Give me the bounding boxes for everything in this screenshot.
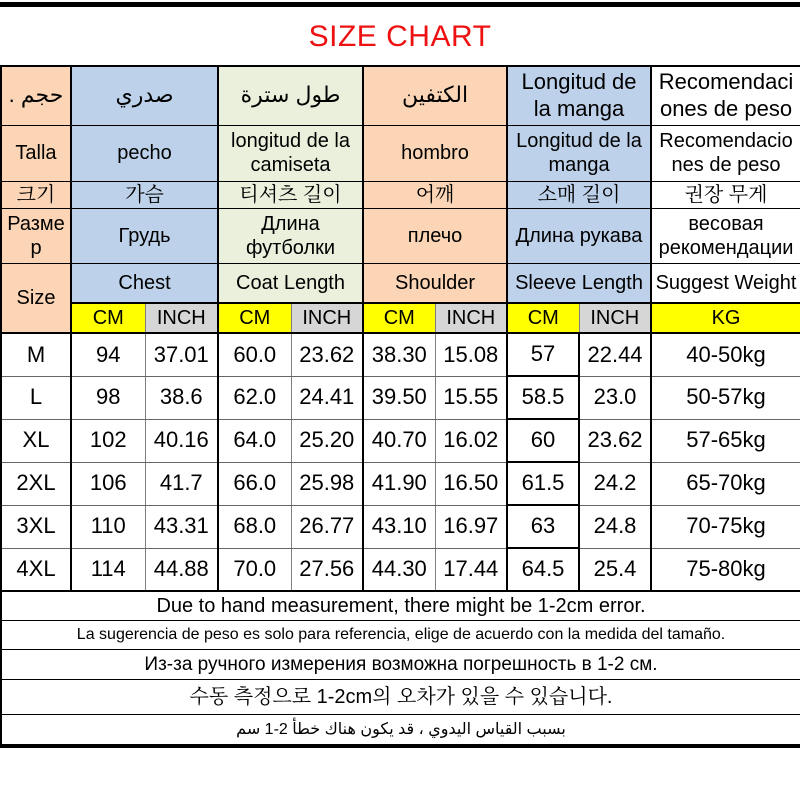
header-arabic-weight: Recomendaciones de peso <box>651 66 800 125</box>
unit-cell-sleeve-inch: INCH <box>579 303 651 333</box>
size-cell: M <box>1 333 71 376</box>
units-row <box>1 303 800 333</box>
header-english-sleeve-length: Sleeve Length <box>507 263 651 303</box>
unit-cell-coat-inch: INCH <box>291 303 363 333</box>
header-arabic-size: . حجم <box>1 66 71 125</box>
data-cell: 16.50 <box>435 462 507 505</box>
data-cell: 60 <box>507 419 579 462</box>
data-cell: 106 <box>71 462 145 505</box>
header-spanish-sleeve-length: Longitud de la manga <box>507 125 651 181</box>
unit-cell-coat-cm: CM <box>218 303 291 333</box>
header-row-spanish <box>1 125 800 181</box>
table-row-2xl <box>1 462 800 505</box>
data-cell: 27.56 <box>291 548 363 591</box>
header-russian-weight: весовая рекомендации <box>651 208 800 263</box>
header-arabic-coat-length: طول سترة <box>218 66 363 125</box>
header-russian-sleeve-length: Длина рукава <box>507 208 651 263</box>
header-spanish-weight: Recomendaciones de peso <box>651 125 800 181</box>
header-korean-sleeve-length: 소매 길이 <box>507 181 651 208</box>
data-cell: 25.20 <box>291 419 363 462</box>
data-cell: 43.10 <box>363 505 435 548</box>
data-cell: 68.0 <box>218 505 291 548</box>
note-row <box>1 679 800 714</box>
note-ar: بسبب القياس اليدوي ، قد يكون هناك خطأ 2-1 سم <box>1 714 800 746</box>
unit-cell-chest-cm: CM <box>71 303 145 333</box>
note-row <box>1 714 800 746</box>
unit-cell-chest-inch: INCH <box>145 303 218 333</box>
data-cell: 43.31 <box>145 505 218 548</box>
data-cell: 70-75kg <box>651 505 800 548</box>
data-cell: 60.0 <box>218 333 291 376</box>
data-cell: 98 <box>71 376 145 419</box>
data-cell: 22.44 <box>579 333 651 376</box>
data-cell: 58.5 <box>507 376 579 419</box>
data-cell: 61.5 <box>507 462 579 505</box>
data-cell: 24.41 <box>291 376 363 419</box>
data-cell: 44.30 <box>363 548 435 591</box>
data-cell: 26.77 <box>291 505 363 548</box>
data-cell: 65-70kg <box>651 462 800 505</box>
data-cell: 63 <box>507 505 579 548</box>
note-ru: Из-за ручного измерения возможна погрешность в 1-2 см. <box>1 649 800 679</box>
header-arabic-shoulder: الكتفين <box>363 66 507 125</box>
data-cell: 38.30 <box>363 333 435 376</box>
header-arabic-chest: صدري <box>71 66 218 125</box>
table-row-xl <box>1 419 800 462</box>
header-korean-chest: 가슴 <box>71 181 218 208</box>
table-row-3xl <box>1 505 800 548</box>
size-chart-table <box>0 65 800 748</box>
header-russian-chest: Грудь <box>71 208 218 263</box>
data-cell: 38.6 <box>145 376 218 419</box>
data-cell: 17.44 <box>435 548 507 591</box>
data-cell: 25.4 <box>579 548 651 591</box>
note-row <box>1 649 800 679</box>
data-cell: 16.97 <box>435 505 507 548</box>
data-cell: 114 <box>71 548 145 591</box>
header-spanish-size: Talla <box>1 125 71 181</box>
header-english-weight: Suggest Weight <box>651 263 800 303</box>
size-cell: 4XL <box>1 548 71 591</box>
data-cell: 110 <box>71 505 145 548</box>
size-cell: 2XL <box>1 462 71 505</box>
header-row-korean <box>1 181 800 208</box>
table-row-m <box>1 333 800 376</box>
header-spanish-chest: pecho <box>71 125 218 181</box>
header-row-english <box>1 263 800 303</box>
data-cell: 57 <box>507 333 579 376</box>
header-korean-shoulder: 어깨 <box>363 181 507 208</box>
data-cell: 41.7 <box>145 462 218 505</box>
size-cell: 3XL <box>1 505 71 548</box>
note-en: Due to hand measurement, there might be 1-2cm error. <box>1 591 800 620</box>
header-russian-shoulder: плечо <box>363 208 507 263</box>
header-english-size: Size <box>1 263 71 333</box>
data-cell: 15.08 <box>435 333 507 376</box>
data-cell: 44.88 <box>145 548 218 591</box>
table-row-4xl <box>1 548 800 591</box>
note-row <box>1 591 800 620</box>
header-english-shoulder: Shoulder <box>363 263 507 303</box>
header-korean-size: 크기 <box>1 181 71 208</box>
size-cell: XL <box>1 419 71 462</box>
data-cell: 94 <box>71 333 145 376</box>
header-spanish-coat-length: longitud de la camiseta <box>218 125 363 181</box>
data-cell: 37.01 <box>145 333 218 376</box>
header-russian-size: Размер <box>1 208 71 263</box>
data-cell: 64.5 <box>507 548 579 591</box>
data-cell: 70.0 <box>218 548 291 591</box>
data-cell: 39.50 <box>363 376 435 419</box>
note-es: La sugerencia de peso es solo para referencia, elige de acuerdo con la medida del tamaño. <box>1 620 800 649</box>
data-cell: 23.62 <box>291 333 363 376</box>
data-cell: 64.0 <box>218 419 291 462</box>
header-arabic-sleeve-length: Longitud de la manga <box>507 66 651 125</box>
size-chart-title: SIZE CHART <box>308 20 492 53</box>
data-cell: 23.62 <box>579 419 651 462</box>
data-cell: 15.55 <box>435 376 507 419</box>
header-row-russian <box>1 208 800 263</box>
data-cell: 40-50kg <box>651 333 800 376</box>
header-russian-coat-length: Длина футболки <box>218 208 363 263</box>
data-cell: 57-65kg <box>651 419 800 462</box>
note-ko: 수동 측정으로 1-2cm의 오차가 있을 수 있습니다. <box>1 679 800 714</box>
table-row-l <box>1 376 800 419</box>
header-english-coat-length: Coat Length <box>218 263 363 303</box>
unit-cell-shoulder-inch: INCH <box>435 303 507 333</box>
data-cell: 23.0 <box>579 376 651 419</box>
data-cell: 40.70 <box>363 419 435 462</box>
unit-cell-shoulder-cm: CM <box>363 303 435 333</box>
data-cell: 40.16 <box>145 419 218 462</box>
data-cell: 24.2 <box>579 462 651 505</box>
data-cell: 50-57kg <box>651 376 800 419</box>
header-korean-coat-length: 티셔츠 길이 <box>218 181 363 208</box>
header-row-arabic <box>1 66 800 125</box>
data-cell: 41.90 <box>363 462 435 505</box>
data-cell: 62.0 <box>218 376 291 419</box>
data-cell: 66.0 <box>218 462 291 505</box>
header-korean-weight: 권장 무게 <box>651 181 800 208</box>
data-cell: 102 <box>71 419 145 462</box>
header-english-chest: Chest <box>71 263 218 303</box>
note-row <box>1 620 800 649</box>
header-spanish-shoulder: hombro <box>363 125 507 181</box>
unit-cell-sleeve-cm: CM <box>507 303 579 333</box>
size-cell: L <box>1 376 71 419</box>
unit-cell-kg: KG <box>651 303 800 333</box>
data-cell: 24.8 <box>579 505 651 548</box>
data-cell: 25.98 <box>291 462 363 505</box>
data-cell: 16.02 <box>435 419 507 462</box>
data-cell: 75-80kg <box>651 548 800 591</box>
